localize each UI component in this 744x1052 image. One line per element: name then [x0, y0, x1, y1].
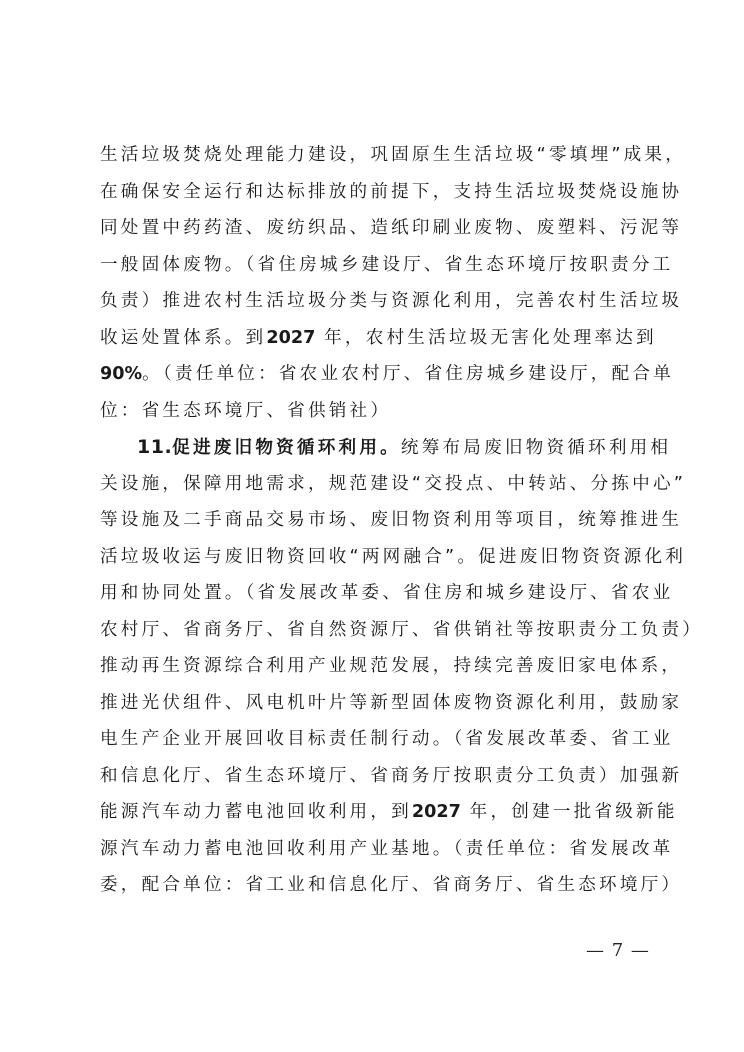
section-number: 11.	[137, 436, 173, 458]
section-title: 促进废旧物资循环利用。	[172, 438, 401, 458]
paragraph-1-line: 在确保安全运行和达标排放的前提下，支持生活垃圾焚烧设施协	[100, 181, 683, 202]
paragraph-2-line: 委，配合单位：省工业和信息化厅、省商务厅、省生态环境厅）	[100, 875, 683, 895]
text-segment: 。（责任单位：省农业农村厅、省住房城乡建设厅，配合单	[142, 364, 674, 384]
text-segment: 能源汽车动力蓄电池回收利用，到	[100, 802, 412, 822]
paragraph-2-line: 推进光伏组件、风电机叶片等新型固体废物资源化利用，鼓励家	[100, 692, 683, 713]
paragraph-2-line: 和信息化厅、省生态环境厅、省商务厅按职责分工负责）加强新	[100, 765, 683, 786]
percentage-number: 90%	[100, 364, 143, 384]
page-number: — 7 —	[586, 940, 650, 961]
paragraph-1-line	[100, 356, 674, 392]
paragraph-1-line: 位：省生态环境厅、省供销社）	[100, 400, 392, 421]
paragraph-1-line: 生活垃圾焚烧处理能力建设，巩固原生生活垃圾“零填埋”成果，	[100, 145, 687, 165]
paragraph-2-line: 电生产企业开展回收目标责任制行动。（省发展改革委、省工业	[100, 729, 674, 749]
paragraph-2-line: 推动再生资源综合利用产业规范发展，持续完善废旧家电体系，	[100, 656, 683, 676]
text-segment: 统筹布局废旧物资循环利用相	[400, 438, 672, 458]
year-number: 2027	[266, 327, 316, 348]
paragraph-2-line: 农村厅、省商务厅、省自然资源厅、省供销社等按职责分工负责）	[100, 619, 704, 640]
text-segment: 年，农村生活垃圾无害化处理率达到	[315, 327, 657, 348]
paragraph-1-line: 同处置中药药渣、废纺织品、造纸印刷业废物、废塑料、污泥等	[100, 218, 683, 238]
paragraph-2-line: 等设施及二手商品交易市场、废旧物资利用等项目，统筹推进生	[100, 510, 683, 530]
paragraph-2-line: 用和协同处置。（省发展改革委、省住房和城乡建设厅、省农业	[100, 583, 674, 603]
paragraph-2-heading-line	[137, 429, 672, 465]
paragraph-2-line: 关设施，保障用地需求，规范建设“交投点、中转站、分拣中心”	[100, 473, 687, 494]
year-number: 2027	[411, 802, 461, 822]
paragraph-1-line	[100, 320, 657, 356]
paragraph-1-line: 一般固体废物。（省住房城乡建设厅、省生态环境厅按职责分工	[100, 254, 674, 275]
paragraph-2-line: 活垃圾收运与废旧物资回收“两网融合”。促进废旧物资资源化利	[100, 546, 687, 567]
text-segment: 收运处置体系。到	[100, 327, 267, 348]
paragraph-1-line: 负责）推进农村生活垃圾分类与资源化利用，完善农村生活垃圾	[100, 291, 683, 311]
paragraph-2-line: 源汽车动力蓄电池回收利用产业基地。（责任单位：省发展改革	[100, 838, 674, 859]
text-segment: 年，创建一批省级新能	[460, 802, 678, 822]
paragraph-2-line	[100, 794, 678, 830]
